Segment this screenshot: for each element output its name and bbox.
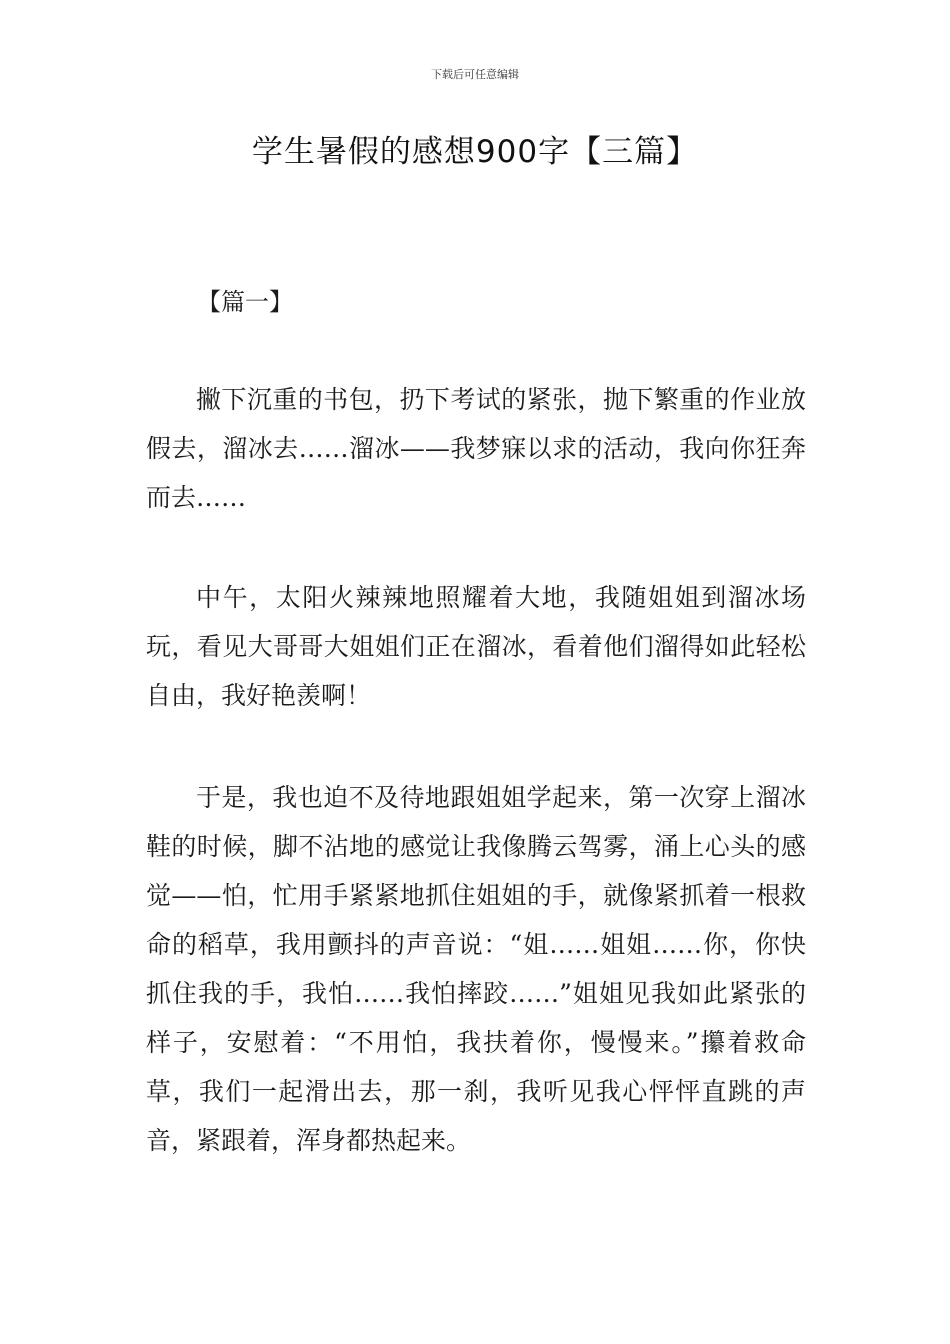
page-header-note: 下载后可任意编辑 [431,68,519,81]
paragraph: 撇下沉重的书包，扔下考试的紧张，抛下繁重的作业放假去，溜冰去……溜冰——我梦寐以求的活动，我向你狂奔而去…… [146,385,806,512]
paragraph: 中午，太阳火辣辣地照耀着大地，我随姐姐到溜冰场玩，看见大哥哥大姐姐们正在溜冰，看着他们溜得如此轻松自由，我好艳羡啊！ [146,583,806,710]
section-heading: 【篇一】 [197,288,293,316]
paragraph: 于是，我也迫不及待地跟姐姐学起来，第一次穿上溜冰鞋的时候，脚不沾地的感觉让我像腾云驾雾，涌上心头的感觉——怕，忙用手紧紧地抓住姐姐的手，就像紧抓着一根救命的稻草，我用颤抖的声音说：“姐……姐姐……你，你快抓住我的手，我怕……我怕摔跤……”姐姐见我如此紧张的样子，安慰着：“不用怕，我扶着你，慢慢来。”攥着救命草，我们一起滑出去，那一刹，我听见我心怦怦直跳的声音，紧跟着，浑身都热起来。 [146,783,806,1155]
document-title: 学生暑假的感想900字【三篇】 [251,134,699,170]
